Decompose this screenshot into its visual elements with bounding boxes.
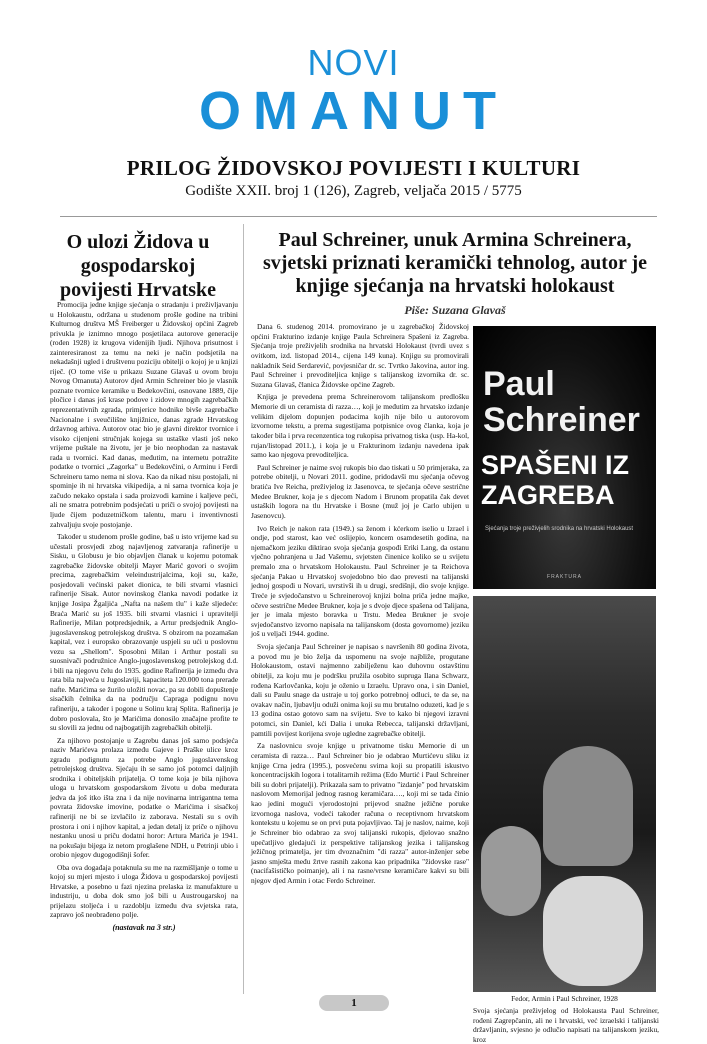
right-paragraph: Knjiga je prevedena prema Schreinerovom talijanskom predlošku Memorie di un ceramista di razza…, koji je međutim za hrvatsko izdanje velikim dijelom dopunjen podacima kojih nije bilo u autorovom izvornome tekstu, a prema sugestijama potpisnice ovog članka, koja je također bila i prva recenzentica tog rukopisa privatnog tiska (usp. Ha-kol, rujan/listopad 2011.), i koja je u Frakturinom izdanju navedena ipak samo kao njegova prevoditeljica. (251, 392, 469, 460)
continued-note: (nastavak na 3 str.) (112, 923, 176, 932)
book-title-line2: ZAGREBA (481, 480, 615, 510)
right-article-body (251, 322, 469, 889)
omanut-logo: OMANUT (199, 81, 508, 141)
novi-logo: NOVI (307, 42, 400, 83)
family-photo (473, 596, 656, 992)
article-author: Piše: Suzana Glavaš (404, 303, 506, 317)
left-article-body (50, 300, 238, 933)
book-cover-title (481, 450, 656, 510)
book-cover-publisher: FRAKTURA (547, 574, 582, 580)
left-paragraph: Također u studenom prošle godine, baš u isto vrijeme kad su učestali prosvjedi zbog najavljenog zatvaranja rafinerije u Sisku, u Globusu je bio objavljen članak u kojemu potomak zagrebačke židovske obitelji Mayer Marić govori o svojim precima, zagrebačkim veleindustrijalcima, koji su, kaže, posjedovali većinski paket dionica, te bili stvarni vlasnici rafinerije Sisak. Autor novinskog članka navodi podatke iz knjige Josipa Žgaljića „Nafta na našem tlu" i kaže sljedeće: Braća Marić su još 1935. bili stvarni vlasnici i upravitelji Rafinerije, Milan potpredsjednik, a Artur predsjednik Anglo-jugoslavenskog petrolejskog društva. S obzirom na pozamašan kapital, vez i europsko obrazovanje uspjeli su ući u poslovnu vezu sa „Shellom". Sposobni Milan i Arthur postali su suosnivači podružnice Anglo-jugoslavenskog petrolejskog d.d. i bili na njegovu čelu do 1935. godine Rafinerija je između dva rata bila najveća u Jugoslaviji, kapaciteta 120.000 tona prerade nafte. Marićima se žurilo uložiti novac, pa su dobili dopuštenje sisačkih čelnika da na području Capraga podignu novu rafineriju, a također i pogone u Solinu kraj Splita. Rafinerija je dobro poslovala, što je Marićima donosilo značajne profite te su slovili za jednu od najbogatijih zagrebačkih obitelji. (50, 532, 238, 733)
book-title-line1: SPAŠENI IZ (481, 450, 630, 480)
right-paragraph: Ivo Reich je nakon rata (1949.) sa ženom i kćerkom iselio u Izrael i ondje, pod starost, kao već oslijepio, koncem osamdesetih godina, na njemačkom jeziku diktirao svoja sjećanja gospođi Eriki Lang, da ostanu vječno pohranjena u Jad Vašemu, svjetsten činenice koliko se u svijetu premalo zna o hrvatskom Holokaustu. Paul Schreiner je ta Reichova sjećanja Pakao u Hrvatskoj svojedobno bio dao prevesti na talijanski jednoj gospođi u Novari, uvrstivši ih u drugi, središnji, dio svoje knjige. Treće je svjedočanstvo u Schreinerovoj knjizi bolna priča jedne majke, očeve sestrične Medee Brukner, koja je s dvoje djece spašena od Talijana, jer je imala mjesto boravka u Trstu. Medea Brukner je svoje svjedočanstvo izvorno napisala na talijanskom (dosta govornome) jeziku još u veljači 1944. godine. (251, 523, 470, 639)
left-paragraph: Za njihovo postojanje u Zagrebu danas još samo podsjeća naziv Marićeva prolaza između Gajeve i Praške ulice kroz zgradu podignutu za potrebe Anglo jugoslavenskog petrolejskog društva. Sjećaju ih se samo još potomci daljnjih srodnika i obiteljskih prijatelja. O tome koja je bila njihova uloga u hrvatskom gospodarskom životu u doba međurata jedva da još itko išta zna i da nije novinarna intrigantna tema povrata židovske imovine, podatke o Marićima i sisačkoj rafineriji ne bi se izvlačilo iz zaborava. Nestali su s ovih prostora i oni i njihov kapital, a jedan detalj iz priče o njihovu nestanku unosi u priču dodatni horor: Artura Marića je 1941. na pokušaju bijega iz netom proglašene NDH, u Petrinji ubio i orobio njegov dugogodišnji šofer. (50, 735, 238, 860)
photo-caption: Fedor, Armin i Paul Schreiner, 1928 (511, 994, 618, 1003)
header-divider (60, 216, 657, 217)
page-number: 1 (319, 995, 389, 1011)
right-paragraph: Dana 6. studenog 2014. promovirano je u zagrebačkoj Židovskoj općini Frakturino izdanje knjige Paula Schreinera Spašeni iz Zagreba. Sjećanja troje preživjelih srodnika na hrvatski Holokaust (tvrdi uvez s ovitkom, izd. listopad 2014., cijena 149 kuna). Knjigu su promovirali nakladnik Seid Serdarević, povjesničar dr. sc. Tvrtko Jakovina, autor ing. Paul Schreiner i prevoditeljica knjige s talijanskog izvornika dr. sc. Suzana Glavaš, članica Židovske općine Zagreb. (251, 322, 469, 389)
issue-line: Godište XXII. broj 1 (126), Zagreb, veljača 2015 / 5775 (185, 183, 522, 199)
book-author-first: Paul (483, 365, 555, 403)
right-article-title: Paul Schreiner, unuk Armina Schreinera, svjetski priznati keramički tehnolog, autor je knjige sjećanja na hrvatski holokaust (262, 229, 648, 297)
book-cover-subtitle: Sjećanja troje preživjelih srodnika na hrvatski Holokaust (485, 526, 634, 532)
right-column-tail: Svoja sjećanja preživjelog od Holokausta Paul Schreiner, rođeni Zagrepčanin, ali ne i hrvatski, već izraelski i talijanski državljanin, svjesno je odlučio napisati na talijanskom jeziku, kroz (473, 1006, 659, 1044)
photo-figure-grandfather (543, 746, 633, 866)
left-paragraph: Oba ova događaja potaknula su me na razmišljanje o tome u kojoj su mjeri mjesto i uloga Židova u gospodarskoj povijesti Hrvatske, a posebno u fazi njezina prelaska iz manufakture u industriju, u doba dok smo još bili u Austrougarskoj na prijelazu stoljeća i u razdoblju između dva svjetska rata, zapravo još neobrađeno polje. (50, 862, 238, 920)
column-divider (243, 224, 244, 994)
photo-figure-baby (543, 876, 643, 986)
left-article-title: O ulozi Židova u gospodarskoj povijesti Hrvatske (59, 231, 217, 301)
left-paragraph: Promocija jedne knjige sjećanja o stradanju i preživljavanju u Holokaustu, održana u studenom prošle godine na tribini Kulturnog društva MŠ Freiberger u Židovskoj općini Zagreb privukla je iznimno mnogo posjetilaca autorove generacije (rođen 1928) iz krugova viđenijih ljudi. Njihova prisutnost i zainteresiranost za temu na neki je način podsjetila na nekadašnji ugled i društvenu poziciju obitelji o kojoj je u knjizi riječ. (O tome više u prikazu Suzane Glavaš u ovom broju Novog Omanuta) Autorov djed Armin Schreiner bio je vlasnik poznate tvornice keramike u Bedekovčini, osnovane 1889, čije pločice i danas još krase podove i zidove mnogih zagrebačkih reprezentativnih zgrada, primjerice hodnike bivše zagrebačke Nacionalne i sveučilišne knjižnice, danas zgrade Hrvatskog državnog arhiva. Autorov otac bio je glavni direktor tvornice i visoko cijenjeni stručnjak kojega su ustaške vlasti još neko vrijeme puštale na životu, jer je bio neophodan za nastavak rada u tvornici. Kad danas, međutim, na internetu potražite podatke o tvornici „Zagorka" u Bedekovčini, o Arminu i Ferdi Schreineru tamo nema ni slova. Kao da nikad nisu postojali, ni spominje ih ni hrvatska vikipedija, a ni sama tvornica koja je začudo nekako opstala i sada proizvodi kamine i kaljeve peći, ali ne smatra potrebnim podsjećati u priči o svojoj povijesti na ljude čijem poduzetničkom talentu, maru i inventivnosti zahvaljuju svoje postojanje. (50, 300, 238, 529)
photo-figure-child (481, 826, 541, 916)
book-cover-image (473, 326, 656, 589)
book-author-last: Schreiner (483, 401, 640, 439)
right-paragraph: Za naslovnicu svoje knjige u privatnome tisku Memorie di un ceramista di razza… Paul Schreiner bio je odabrao Murtićevu sliku iz knjige Crna jedra (1995.), posvećenu svima koji su propatili iskustvo koncentracijskih logora i totalitarnih režima (Edo Murtić i Paul Schreiner bili su dobri prijatelji). Prikazala sam to privatno "izdanje" pod hrvatskim naslovom Memorijal jednog rasnog keramičara…., koji mi se tada činio kao jedini mogući vjerodostojni prijevod snažne ježične poruke izvornoga naslova, vodeći također računa o receptivnom hrvatskom kontekstu u kojemu se on prvi puta pojavljivao. Taj je naslov, naime, koji je Schreiner bio odabrao za svoj talijanski rukopis, djelovao snažno upečatljivo gledajući iz perspektive talijanskog jezika i talijanskog ježičnog primatelja, jer tim dvoznačnim "di razza" autor-inženjer sebe jasno smješta među žrtve rasnih zakona kao pripadnika "židovske rase" (nacifašističko poimanje), ali i na rasne/vrsne keramičare kakvi su bili njegov djed Armin i otac Ferdo Schreiner. (251, 741, 469, 885)
book-cover-author (483, 366, 653, 438)
publication-subtitle: PRILOG ŽIDOVSKOJ POVIJESTI I KULTURI (126, 156, 581, 180)
right-paragraph: Paul Schreiner je naime svoj rukopis bio dao tiskati u 50 primjeraka, za potrebe obitelji, u Novari 2011. godine, pridodavši mu sjećanja očevog bratića Ive Reicha, preživjelog iz Jasenovca, te sjećanja očeve sestrične Medee Brukner, koja je s djecom Nadom i Brunom propatila čak devet ustaških logora na tlu Hrvatske i Bosne (muž joj je Carlo ubijen u Jasenovcu). (251, 462, 469, 520)
right-paragraph: Svoja sjećanja Paul Schreiner je napisao s navršenih 80 godina života, a povod mu je bio želja da uspomenu na svoje najbliže, progutane Holokaustom, ostavi najmenno zabilježenu kao duhovnu ostavštinu obitelji, za koju mu je podršku pružila osobito supruga Ilana Schwarz, rođena Karlovčanka, koju je oženio u Izraelu. Upravo ona, i sin Daniel, dali su Paulu snage da ustraje u toj gorko potrebnoj odluci, te da se, na ovakav način, ljubavlju oduži onima koji su mu brutalno oduzeti, kad je s 13 godina ostao gotovo sam na svijetu. Sve to kako bi njegovi izravni potomci, sin Daniel, kći Dalia i unuka Rebecca, talijanski državljani, pamtili povijest korijena svoje ugledne zagrebačke obitelji. (251, 642, 469, 738)
